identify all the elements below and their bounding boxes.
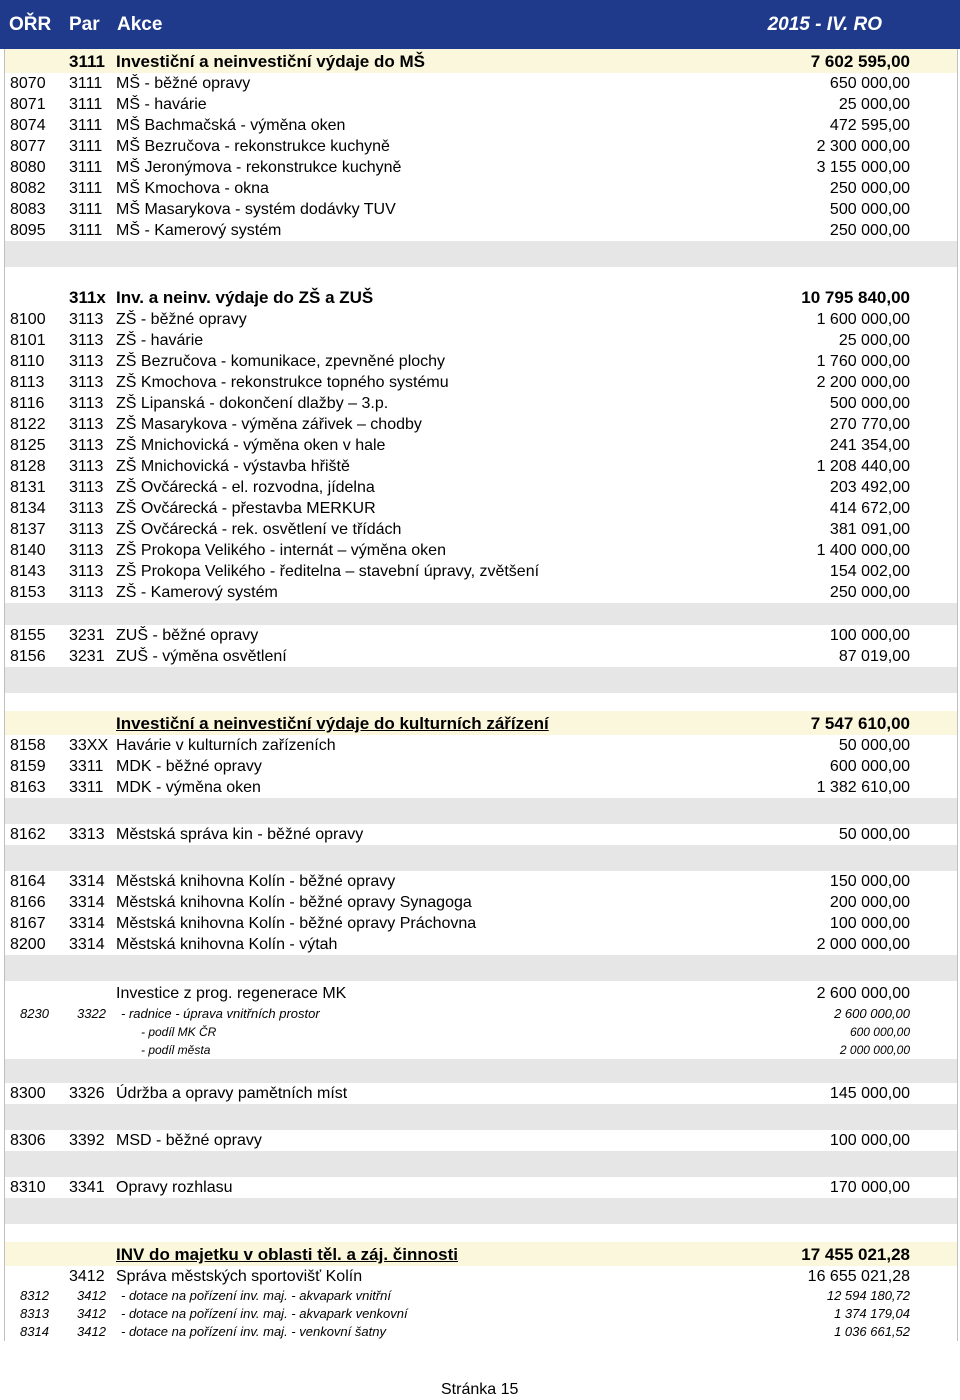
section-par: 3111 [69,52,105,71]
par-cell: 33XX [69,737,109,754]
orr-cell: 8159 [10,758,46,775]
amount-cell: 2 200 000,00 [816,374,910,391]
akce-cell: Městská správa kin - běžné opravy [116,826,364,843]
orr-cell: 8140 [10,542,46,559]
table-row [5,892,957,913]
par-cell: 3111 [69,75,103,92]
table-row [5,115,957,136]
par-cell: 3113 [69,563,104,580]
par-cell: 3113 [69,353,104,370]
par-cell: 3231 [69,627,105,644]
akce-cell: - radnice - úprava vnitřních prostor [121,1006,320,1021]
par-cell: 3314 [69,915,105,932]
akce-cell: Městská knihovna Kolín - výtah [116,936,338,953]
section-title: Investiční a neinvestiční výdaje do MŠ [116,52,425,71]
akce-cell: MSD - běžné opravy [116,1132,262,1149]
orr-cell: 8167 [10,915,46,932]
orr-cell: 8071 [10,96,46,113]
section-title: INV do majetku v oblasti těl. a záj. činnosti [116,1245,458,1264]
amount-cell: 650 000,00 [829,75,910,92]
spacer-row [5,241,957,267]
par-cell: 3412 [77,1288,106,1303]
orr-cell: 8300 [10,1085,46,1102]
orr-cell: 8314 [20,1324,49,1339]
section-par: 311x [69,288,106,307]
orr-cell: 8131 [10,479,46,496]
table-row [5,477,957,498]
par-cell: 3113 [69,311,104,328]
amount-cell: 12 594 180,72 [826,1288,910,1303]
orr-cell: 8200 [10,936,46,953]
spacer-row [5,1151,957,1177]
section-title: Inv. a neinv. výdaje do ZŠ a ZUŠ [116,288,374,307]
orr-cell: 8074 [10,117,46,134]
orr-cell: 8163 [10,779,46,796]
amount-cell: 270 770,00 [829,416,910,433]
amount-cell: 170 000,00 [829,1179,910,1196]
akce-cell: MŠ - běžné opravy [116,75,251,92]
akce-cell: MŠ Bezručova - rekonstrukce kuchyně [116,138,390,155]
orr-cell: 8312 [20,1288,49,1303]
period-label: 2015 - IV. RO [767,14,882,35]
akce-cell: MŠ Masarykova - systém dodávky TUV [116,201,396,218]
par-cell: 3311 [69,779,104,796]
page-number: Stránka 15 [441,1381,519,1398]
orr-cell: 8162 [10,826,46,843]
orr-cell: 8113 [10,374,45,391]
table-row [5,1305,957,1323]
amount-cell: 1 036 661,52 [834,1324,910,1339]
spacer-row [5,1224,957,1242]
col-akce-header: Akce [117,14,163,35]
akce-cell: ZŠ Bezručova - komunikace, zpevněné plochy [116,353,446,370]
section-regenerace [5,981,957,1005]
amount-cell: 250 000,00 [829,584,910,601]
par-cell: 3314 [69,936,105,953]
akce-cell: Havárie v kulturních zařízeních [116,737,336,754]
akce-cell: ZŠ Ovčárecká - el. rozvodna, jídelna [116,479,375,496]
col-orr-header: OŘR [9,14,52,35]
par-cell: 3113 [69,332,104,349]
par-cell: 3313 [69,826,105,843]
par-cell: 3111 [69,117,103,134]
table-row [5,1023,957,1041]
akce-cell: ZŠ Prokopa Velikého - ředitelna – stavební úpravy, zvětšení [116,563,540,580]
section-total: 17 455 021,28 [801,1245,910,1264]
table-row [5,1041,957,1059]
amount-cell: 2 000 000,00 [839,1043,910,1057]
amount-cell: 241 354,00 [829,437,910,454]
table-row [5,1266,957,1287]
amount-cell: 16 655 021,28 [807,1268,910,1285]
table-row [5,178,957,199]
orr-cell: 8155 [10,627,46,644]
table-row [5,330,957,351]
par-cell: 3113 [69,416,104,433]
table-row [5,372,957,393]
par-cell: 3111 [69,180,103,197]
amount-cell: 1 760 000,00 [816,353,910,370]
section-total: 7 602 595,00 [810,52,910,71]
table-row [5,913,957,934]
par-cell: 3412 [69,1268,105,1285]
section-total: 2 600 000,00 [816,985,910,1002]
section-kulturni [5,711,957,735]
akce-cell: Městská knihovna Kolín - běžné opravy Práchovna [116,915,477,932]
table-row [5,1005,957,1023]
par-cell: 3231 [69,648,105,665]
akce-cell: - dotace na pořízení inv. maj. - venkovní šatny [121,1324,386,1339]
par-cell: 3111 [69,222,103,239]
par-cell: 3111 [69,159,103,176]
par-cell: 3341 [69,1179,105,1196]
section-title: Investiční a neinvestiční výdaje do kulturních zářízení [116,714,549,733]
par-cell: 3113 [69,374,104,391]
par-cell: 3113 [69,395,104,412]
spacer-row [5,267,957,285]
orr-cell: 8125 [10,437,46,454]
amount-cell: 472 595,00 [829,117,910,134]
table-row [5,934,957,955]
orr-cell: 8082 [10,180,46,197]
table-row [5,220,957,241]
spacer-row [5,1198,957,1224]
amount-cell: 25 000,00 [838,96,910,113]
amount-cell: 500 000,00 [829,201,910,218]
akce-cell: ZŠ Ovčárecká - rek. osvětlení ve třídách [116,521,402,538]
spacer-row [5,798,957,824]
akce-cell: ZŠ Masarykova - výměna zářivek – chodby [116,416,422,433]
section-total: 10 795 840,00 [801,288,910,307]
table-row [5,777,957,798]
amount-cell: 50 000,00 [838,737,910,754]
amount-cell: 1 600 000,00 [816,311,910,328]
orr-cell: 8080 [10,159,46,176]
table-row [5,351,957,372]
section-title: Investice z prog. regenerace MK [116,985,347,1002]
akce-cell: Opravy rozhlasu [116,1179,233,1196]
amount-cell: 600 000,00 [849,1025,910,1039]
table-row [5,582,957,603]
orr-cell: 8122 [10,416,46,433]
amount-cell: 1 374 179,04 [834,1306,910,1321]
amount-cell: 50 000,00 [838,826,910,843]
orr-cell: 8137 [10,521,46,538]
akce-cell: ZŠ Kmochova - rekonstrukce topného systému [116,374,449,391]
table-row [5,456,957,477]
akce-cell: ZŠ Mnichovická - výměna oken v hale [116,437,386,454]
par-cell: 3311 [69,758,104,775]
table-row [5,1287,957,1305]
akce-cell: MDK - běžné opravy [116,758,262,775]
section-zs [5,285,957,309]
spacer-row [5,693,957,711]
spacer-row [5,603,957,625]
amount-cell: 600 000,00 [829,758,910,775]
akce-cell: Městská knihovna Kolín - běžné opravy [116,873,396,890]
orr-cell: 8100 [10,311,46,328]
orr-cell: 8166 [10,894,46,911]
spacer-row [5,1104,957,1130]
orr-cell: 8077 [10,138,46,155]
amount-cell: 250 000,00 [829,222,910,239]
akce-cell: Údržba a opravy pamětních míst [116,1085,348,1102]
amount-cell: 87 019,00 [838,648,910,665]
table-row [5,871,957,892]
akce-cell: ZUŠ - výměna osvětlení [116,648,287,665]
spacer-row [5,845,957,871]
orr-cell: 8230 [20,1006,49,1021]
orr-cell: 8083 [10,201,46,218]
amount-cell: 100 000,00 [829,915,910,932]
section-ms [5,49,957,73]
amount-cell: 200 000,00 [829,894,910,911]
akce-cell: ZŠ Prokopa Velikého - internát – výměna oken [116,542,446,559]
table-row [5,1130,957,1151]
akce-cell: ZŠ - běžné opravy [116,311,247,328]
amount-cell: 381 091,00 [829,521,910,538]
par-cell: 3392 [69,1132,105,1149]
par-cell: 3111 [69,96,103,113]
table-row [5,199,957,220]
orr-cell: 8164 [10,873,46,890]
orr-cell: 8134 [10,500,46,517]
table-row [5,1177,957,1198]
orr-cell: 8070 [10,75,46,92]
akce-cell: ZUŠ - běžné opravy [116,627,259,644]
par-cell: 3113 [69,584,104,601]
orr-cell: 8128 [10,458,46,475]
table-row [5,157,957,178]
table-row [5,309,957,330]
table-row [5,625,957,646]
amount-cell: 154 002,00 [829,563,910,580]
par-cell: 3412 [77,1306,106,1321]
par-cell: 3113 [69,479,104,496]
amount-cell: 145 000,00 [829,1085,910,1102]
par-cell: 3326 [69,1085,105,1102]
akce-cell: ZŠ Lipanská - dokončení dlažby – 3.p. [116,395,389,412]
orr-cell: 8310 [10,1179,46,1196]
par-cell: 3111 [69,138,103,155]
akce-cell: ZŠ Ovčárecká - přestavba MERKUR [116,500,376,517]
orr-cell: 8110 [10,353,45,370]
amount-cell: 1 208 440,00 [816,458,910,475]
orr-cell: 8158 [10,737,46,754]
akce-cell: MŠ - havárie [116,96,207,113]
spacer-row [5,1059,957,1083]
par-cell: 3113 [69,542,104,559]
akce-cell: ZŠ Mnichovická - výstavba hřiště [116,458,350,475]
table-row [5,136,957,157]
akce-cell: - podíl města [141,1043,211,1057]
amount-cell: 100 000,00 [829,627,910,644]
par-cell: 3113 [69,458,104,475]
amount-cell: 1 400 000,00 [816,542,910,559]
akce-cell: MDK - výměna oken [116,779,261,796]
akce-cell: MŠ Bachmačská - výměna oken [116,117,346,134]
table-row [5,414,957,435]
amount-cell: 2 300 000,00 [816,138,910,155]
par-cell: 3314 [69,873,105,890]
par-cell: 3314 [69,894,105,911]
table-row [5,1083,957,1104]
akce-cell: - dotace na pořízení inv. maj. - akvapark venkovní [121,1306,408,1321]
amount-cell: 250 000,00 [829,180,910,197]
par-cell: 3111 [69,201,103,218]
akce-cell: ZŠ - Kamerový systém [116,584,278,601]
orr-cell: 8101 [10,332,46,349]
par-cell: 3412 [77,1324,106,1339]
orr-cell: 8153 [10,584,46,601]
table-row [5,73,957,94]
amount-cell: 500 000,00 [829,395,910,412]
section-telovychova [5,1242,957,1266]
table-row [5,1323,957,1341]
table-header [0,0,960,49]
spacer-row [5,955,957,981]
table-row [5,540,957,561]
akce-cell: MŠ Jeronýmova - rekonstrukce kuchyně [116,159,402,176]
table-row [5,393,957,414]
orr-cell: 8156 [10,648,46,665]
amount-cell: 3 155 000,00 [816,159,910,176]
spacer-row [5,667,957,693]
orr-cell: 8095 [10,222,46,239]
orr-cell: 8313 [20,1306,49,1321]
orr-cell: 8306 [10,1132,46,1149]
orr-cell: 8143 [10,563,46,580]
table-row [5,94,957,115]
akce-cell: - dotace na pořízení inv. maj. - akvapark vnitřní [121,1288,391,1303]
amount-cell: 1 382 610,00 [816,779,910,796]
par-cell: 3322 [77,1006,106,1021]
table-row [5,435,957,456]
akce-cell: Správa městských sportovišť Kolín [116,1268,363,1285]
budget-table [4,49,958,1341]
table-row [5,824,957,845]
amount-cell: 150 000,00 [829,873,910,890]
akce-cell: ZŠ - havárie [116,332,204,349]
amount-cell: 203 492,00 [829,479,910,496]
amount-cell: 2 600 000,00 [834,1006,910,1021]
amount-cell: 25 000,00 [838,332,910,349]
table-row [5,756,957,777]
table-row [5,498,957,519]
table-row [5,519,957,540]
amount-cell: 100 000,00 [829,1132,910,1149]
table-row [5,561,957,582]
col-par-header: Par [69,14,100,35]
akce-cell: MŠ Kmochova - okna [116,180,269,197]
section-total: 7 547 610,00 [810,714,910,733]
par-cell: 3113 [69,500,104,517]
table-row [5,646,957,667]
orr-cell: 8116 [10,395,45,412]
akce-cell: MŠ - Kamerový systém [116,222,282,239]
akce-cell: - podíl MK ČR [141,1025,217,1039]
par-cell: 3113 [69,437,104,454]
par-cell: 3113 [69,521,104,538]
amount-cell: 414 672,00 [829,500,910,517]
amount-cell: 2 000 000,00 [816,936,910,953]
akce-cell: Městská knihovna Kolín - běžné opravy Synagoga [116,894,472,911]
table-row [5,735,957,756]
